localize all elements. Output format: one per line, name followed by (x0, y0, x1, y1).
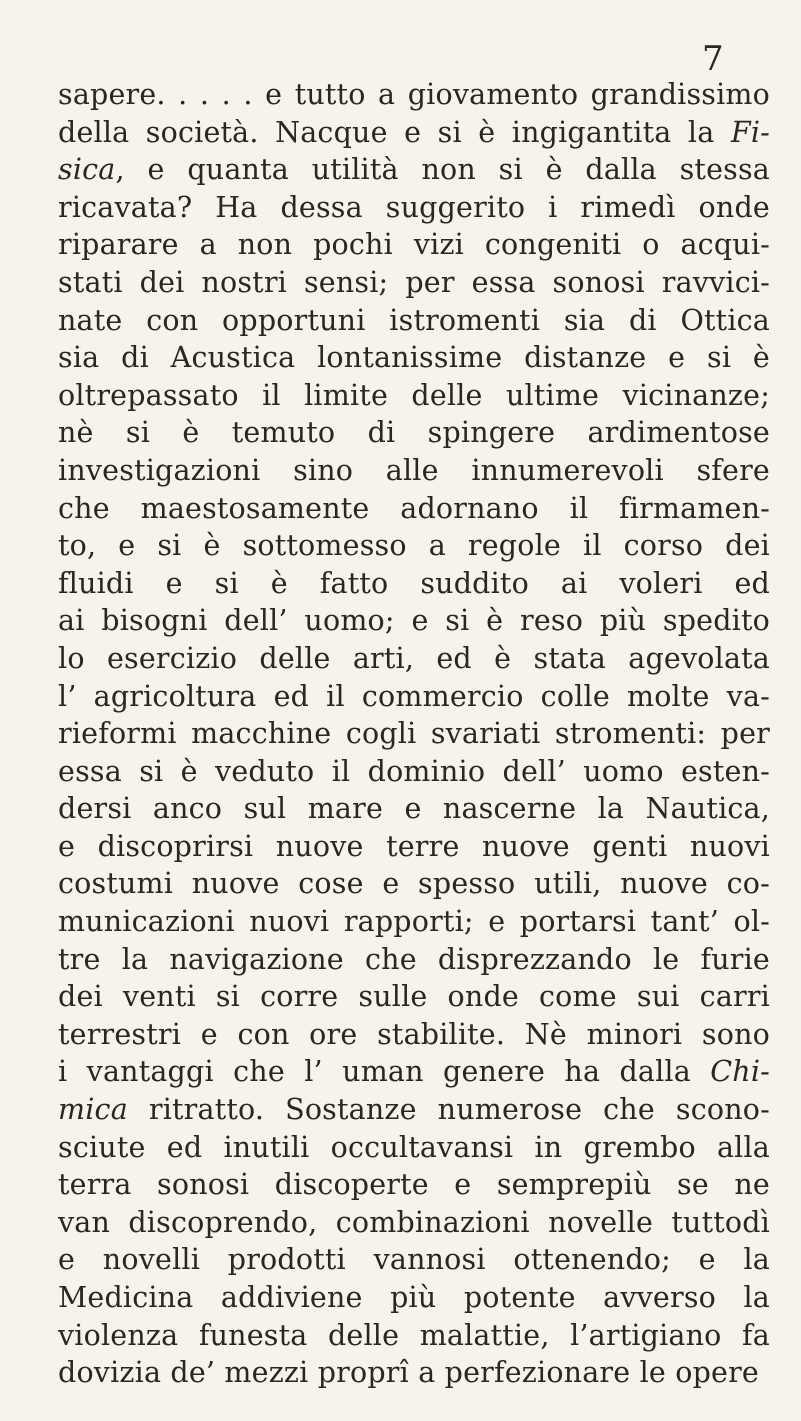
text-segment: , e quanta utilità non si è dalla stessa (115, 153, 770, 187)
text-segment: terrestri e con ore stabilite. Nè minori sono (58, 1017, 770, 1051)
italic-term: mica (58, 1093, 128, 1127)
text-segment: dovizia de’ mezzi proprî a perfezionare le opere (58, 1356, 759, 1390)
text-line (58, 414, 770, 452)
text-line (58, 1053, 770, 1091)
text-segment: riparare a non pochi vizi congeniti o acqui- (58, 228, 770, 262)
text-line (58, 302, 770, 340)
text-line (58, 903, 770, 941)
text-segment: sciute ed inutili occultavansi in grembo alla (58, 1130, 770, 1164)
text-segment: rieformi macchine cogli svariati stromenti: per (58, 717, 770, 751)
text-line (58, 377, 770, 415)
text-line (58, 226, 770, 264)
text-segment: tre la navigazione che disprezzando le furie (58, 942, 770, 976)
text-segment: dei venti si corre sulle onde come sui carri (58, 980, 770, 1014)
text-line (58, 678, 770, 716)
body-text (58, 76, 770, 1392)
text-line (58, 1279, 770, 1317)
text-segment: i vantaggi che l’ uman genere ha dalla (58, 1055, 711, 1089)
text-line (58, 151, 770, 189)
text-segment: fluidi e si è fatto suddito ai voleri ed (58, 566, 770, 600)
text-segment: nè si è temuto di spingere ardimentose (58, 416, 770, 450)
text-line (58, 1204, 770, 1242)
text-segment: nate con opportuni istromenti sia di Ottica (58, 303, 770, 337)
text-segment: dersi anco sul mare e nascerne la Nautica, (58, 792, 770, 826)
text-line (58, 114, 770, 152)
text-segment: sia di Acustica lontanissime distanze e si è (58, 341, 770, 375)
text-segment: municazioni nuovi rapporti; e portarsi tant’ ol- (58, 905, 770, 939)
text-line (58, 1091, 770, 1129)
page-number: 7 (702, 39, 724, 79)
text-segment: costumi nuove cose e spesso utili, nuove co- (58, 867, 770, 901)
text-segment: oltrepassato il limite delle ultime vicinanze; (58, 378, 770, 412)
text-line (58, 452, 770, 490)
text-line (58, 527, 770, 565)
text-line (58, 790, 770, 828)
text-line (58, 978, 770, 1016)
text-segment: investigazioni sino alle innumerevoli sfere (58, 453, 770, 487)
text-segment: terra sonosi discoperte e semprepiù se ne (58, 1168, 770, 1202)
text-line (58, 1016, 770, 1054)
text-line (58, 1354, 770, 1392)
text-line (58, 339, 770, 377)
text-segment: to, e si è sottomesso a regole il corso dei (58, 529, 770, 563)
text-segment: e novelli prodotti vannosi ottenendo; e la (58, 1243, 770, 1277)
text-segment: ritratto. Sostanze numerose che scono- (127, 1093, 770, 1127)
text-line (58, 640, 770, 678)
text-line (58, 715, 770, 753)
text-line (58, 1317, 770, 1355)
text-line (58, 189, 770, 227)
text-segment: van discoprendo, combinazioni novelle tuttodì (58, 1205, 770, 1239)
text-line (58, 828, 770, 866)
text-segment: violenza funesta delle malattie, l’artigiano fa (58, 1318, 770, 1352)
text-line (58, 602, 770, 640)
text-line (58, 76, 770, 114)
text-segment: sapere. . . . . e tutto a giovamento grandissimo (58, 78, 770, 111)
text-segment: della società. Nacque e si è ingigantita la (58, 115, 731, 149)
text-line (58, 941, 770, 979)
text-segment: lo esercizio delle arti, ed è stata agevolata (58, 641, 770, 675)
italic-term: Fi- (730, 115, 770, 149)
text-line (58, 753, 770, 791)
italic-term: sica (58, 153, 116, 187)
italic-term: Chi- (710, 1055, 770, 1089)
text-segment: ai bisogni dell’ uomo; e si è reso più spedito (58, 604, 770, 638)
text-line (58, 490, 770, 528)
text-line (58, 1241, 770, 1279)
text-segment: essa si è veduto il dominio dell’ uomo esten- (58, 754, 770, 788)
text-segment: l’ agricoltura ed il commercio colle molte va- (58, 679, 770, 713)
text-line (58, 264, 770, 302)
text-line (58, 1129, 770, 1167)
text-segment: e discoprirsi nuove terre nuove genti nuovi (58, 829, 770, 863)
text-line (58, 565, 770, 603)
text-segment: stati dei nostri sensi; per essa sonosi ravvici- (58, 265, 770, 299)
text-segment: ricavata? Ha dessa suggerito i rimedì onde (58, 190, 770, 224)
text-segment: che maestosamente adornano il firmamen- (58, 491, 770, 525)
text-line (58, 865, 770, 903)
text-line (58, 1166, 770, 1204)
text-segment: Medicina addiviene più potente avverso la (58, 1281, 770, 1314)
